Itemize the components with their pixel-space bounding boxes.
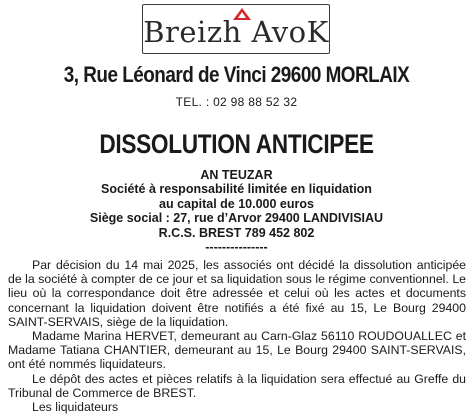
paragraph-decision: Par décision du 14 mai 2025, les associés ont décidé la dissolution anticipée de la société à compter de ce jour et sa liquidation sous le régime conventionnel. Le lieu où la correspondance doit être adressée et celui où les actes et documents concernant la liquidation doivent être notifiés a été fixé au 15, Le Bourg 29400 SAINT-SERVAIS, siège de la liquidation. bbox=[8, 258, 466, 329]
paragraph-filing: Le dépôt des actes et pièces relatifs à la liquidation sera effectué au Greffe du Tribunal de Commerce de BREST. bbox=[8, 371, 466, 400]
company-capital: au capital de 10.000 euros bbox=[159, 196, 314, 211]
notice-body bbox=[8, 258, 466, 414]
company-name: AN TEUZAR bbox=[200, 168, 273, 182]
paragraph-liquidators: Madame Marina HERVET, demeurant au Carn-Glaz 56110 ROUDOUALLEC et Madame Tatiana CHANTIER, demeurant au 15, Le Bourg 29400 SAINT-SERVAIS, ont été nommés liquidateurs. bbox=[8, 329, 466, 372]
office-address: 3, Rue Léonard de Vinci 29600 MORLAIX bbox=[63, 62, 410, 87]
company-logo bbox=[142, 4, 330, 54]
signature: Les liquidateurs bbox=[32, 400, 119, 415]
company-details bbox=[0, 168, 473, 254]
office-phone: TEL. : 02 98 88 52 32 bbox=[175, 95, 298, 109]
company-registered-office: Siège social : 27, rue d’Arvor 29400 LANDIVISIAU bbox=[89, 211, 384, 226]
logo-text: Breizh AvoK bbox=[143, 15, 329, 49]
company-rcs: R.C.S. BREST 789 452 802 bbox=[158, 225, 315, 240]
company-legal-form: Société à responsabilité limitée en liquidation bbox=[101, 182, 372, 197]
notice-title: DISSOLUTION ANTICIPEE bbox=[99, 129, 374, 159]
section-divider: --------------- bbox=[205, 240, 268, 255]
